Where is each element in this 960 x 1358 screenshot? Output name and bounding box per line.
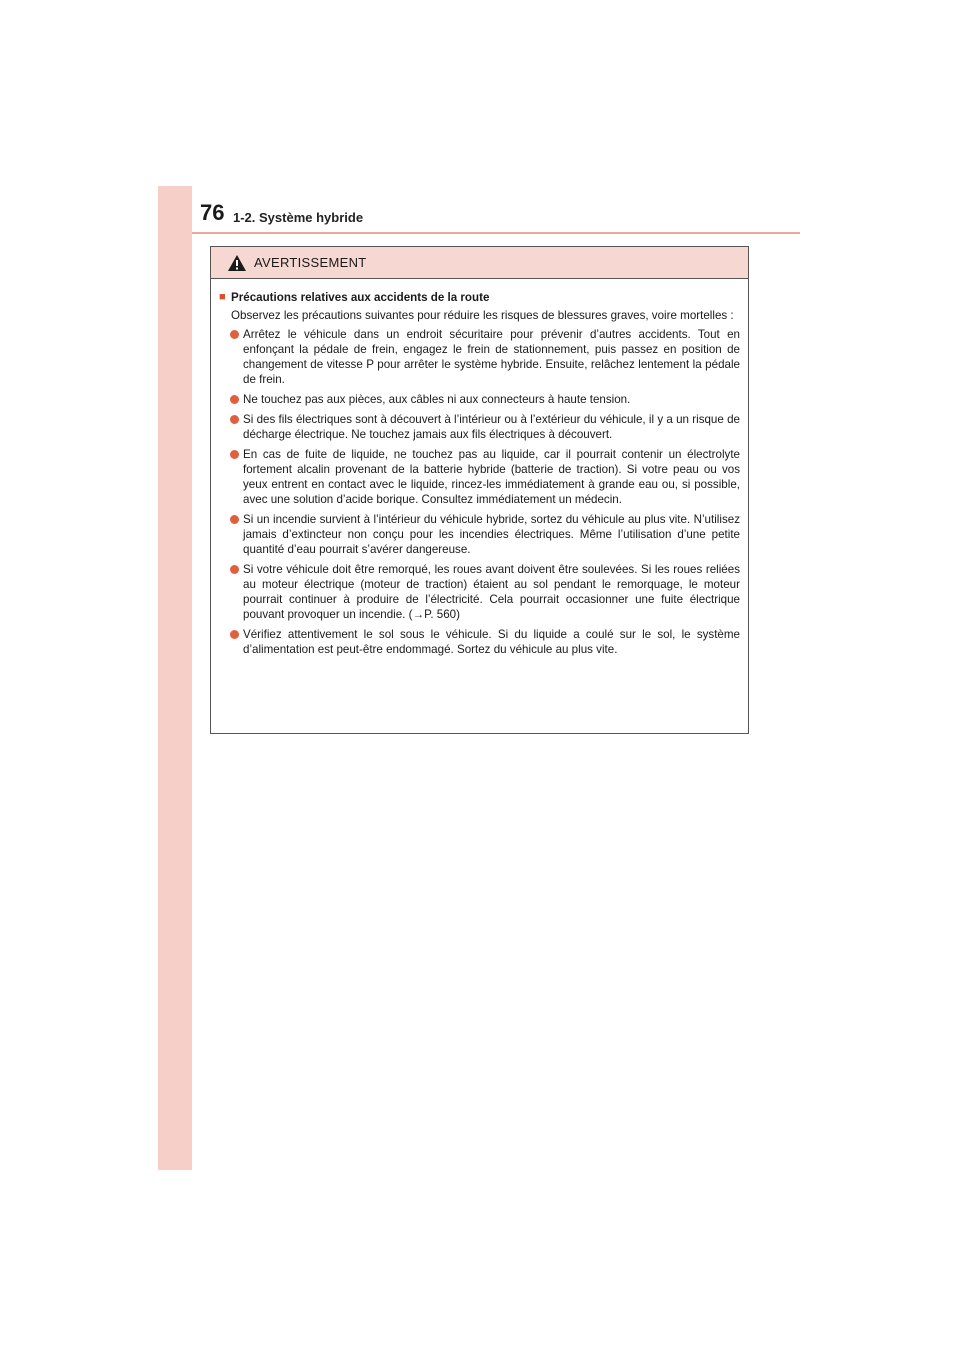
list-item-text: Si votre véhicule doit être remorqué, les roues avant doivent être soulevées. Si les roues reliées au moteur électrique (moteur de traction) étaient au sol pendant le remorquage, le moteur pourrait continuer à produire de l’électricité. Cela pourrait occasionner une fuite électrique pouvant provoquer un incendie. (→P. 560) <box>243 563 740 621</box>
bullet-dot-icon <box>230 450 239 459</box>
list-item-text: Ne touchez pas aux pièces, aux câbles ni aux connecteurs à haute tension. <box>243 393 631 406</box>
bullet-dot-icon <box>230 330 239 339</box>
list-item <box>219 627 740 657</box>
page-number: 76 <box>200 200 225 225</box>
warning-body <box>211 279 748 657</box>
side-color-band <box>158 186 192 1170</box>
list-item-text: Vérifiez attentivement le sol sous le véhicule. Si du liquide a coulé sur le sol, le système d’alimentation est peut-être endommagé. Sortez du véhicule au plus vite. <box>243 628 740 656</box>
warning-header <box>211 247 748 279</box>
bullet-dot-icon <box>230 565 239 574</box>
bullet-dot-icon <box>230 395 239 404</box>
bullet-dot-icon <box>230 515 239 524</box>
header-rule <box>192 232 800 234</box>
list-item-text: Si un incendie survient à l’intérieur du véhicule hybride, sortez du véhicule au plus vite. N’utilisez jamais d’extincteur non conçu pour les incendies électriques. Même l’utilisation d’une petite quantité d’eau pourrait s’avérer dangereuse. <box>243 513 740 556</box>
warning-box <box>210 246 749 734</box>
subsection-title: Précautions relatives aux accidents de la route <box>231 291 490 304</box>
bullet-dot-icon <box>230 630 239 639</box>
bullet-dot-icon <box>230 415 239 424</box>
list-item <box>219 327 740 387</box>
list-item <box>219 447 740 507</box>
section-title: 1-2. Système hybride <box>233 210 364 225</box>
list-item-text: En cas de fuite de liquide, ne touchez pas au liquide, car il pourrait contenir un électrolyte fortement alcalin provenant de la batterie hybride (batterie de traction). Si votre peau ou vos yeux entrent en contact avec le liquide, rincez-les immédiatement à grande eau ou, si possible, avec une solution d’acide borique. Consultez immédiatement un médecin. <box>243 448 740 506</box>
list-item <box>219 392 740 407</box>
list-item-text: Si des fils électriques sont à découvert à l’intérieur ou à l’extérieur du véhicule, il y a un risque de décharge électrique. Ne touchez jamais aux fils électriques à découvert. <box>243 413 740 441</box>
subsection-heading <box>219 290 740 305</box>
square-bullet-icon: ■ <box>219 291 226 303</box>
warning-title: AVERTISSEMENT <box>254 255 367 270</box>
intro-text: Observez les précautions suivantes pour réduire les risques de blessures graves, voire mortelles : <box>231 309 734 322</box>
warning-triangle-icon <box>227 254 247 272</box>
list-item <box>219 562 740 622</box>
list-item-text: Arrêtez le véhicule dans un endroit sécuritaire pour prévenir d’autres accidents. Tout en enfonçant la pédale de frein, engagez le frein de stationnement, puis passez en position de changement de vitesse P pour arrêter le système hybride. Ensuite, relâchez lentement la pédale de frein. <box>243 328 740 386</box>
list-item <box>219 512 740 557</box>
list-item <box>219 412 740 442</box>
